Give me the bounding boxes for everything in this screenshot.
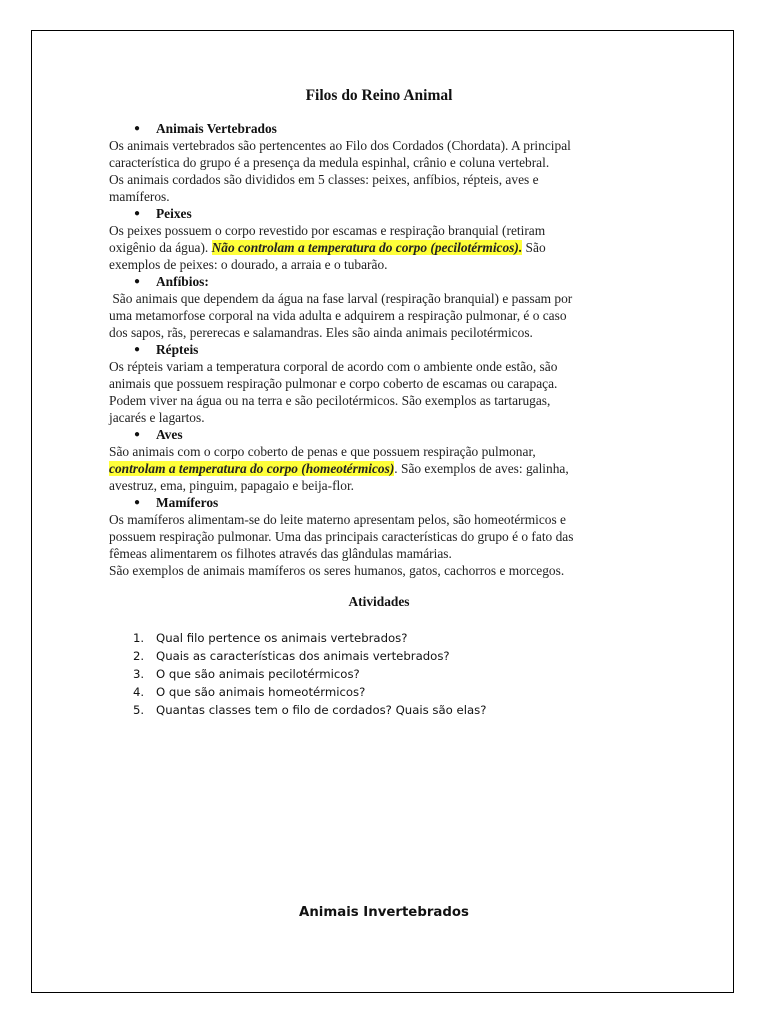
- document-body: [109, 86, 649, 719]
- document-title: Filos do Reino Animal: [305, 87, 453, 104]
- activities-title: Atividades: [348, 594, 410, 609]
- text-run: . São exemplos de aves: galinha,: [394, 461, 569, 476]
- text-line: São animais com o corpo coberto de penas e que possuem respiração pulmonar,: [109, 444, 536, 459]
- text-line: Podem viver na água ou na terra e são pecilotérmicos. São exemplos as tartarugas,: [109, 393, 551, 408]
- list-item-number: 1.: [133, 631, 145, 645]
- bullet-icon: ●: [134, 276, 141, 287]
- list-item: [109, 701, 649, 719]
- text-line: Os mamíferos alimentam-se do leite materno apresentam pelos, são homeotérmicos e: [109, 512, 566, 527]
- activities-list: [109, 629, 649, 719]
- section-heading-vertebrados: [109, 120, 649, 137]
- list-item: [109, 683, 649, 701]
- text-line: característica do grupo é a presença da medula espinhal, crânio e coluna vertebral.: [109, 155, 550, 170]
- list-item-text: Qual filo pertence os animais vertebrados?: [156, 631, 408, 645]
- text-line: possuem respiração pulmonar. Uma das principais características do grupo é o fato das: [109, 529, 574, 544]
- text-line: Os animais cordados são divididos em 5 classes: peixes, anfíbios, répteis, aves e: [109, 172, 539, 187]
- section-heading-peixes: [109, 205, 649, 222]
- text-line: Os animais vertebrados são pertencentes ao Filo dos Cordados (Chordata). A principal: [109, 138, 571, 153]
- text-line: animais que possuem respiração pulmonar e corpo coberto de escamas ou carapaça.: [109, 376, 558, 391]
- text-line: São exemplos de animais mamíferos os seres humanos, gatos, cachorros e morcegos.: [109, 563, 565, 578]
- section-heading-repteis: [109, 341, 649, 358]
- list-item-number: 4.: [133, 685, 145, 699]
- text-run: oxigênio da água).: [109, 240, 212, 255]
- list-item-text: O que são animais pecilotérmicos?: [156, 667, 360, 681]
- highlighted-text: controlam a temperatura do corpo (homeotérmicos): [109, 461, 395, 476]
- section-heading-text: Animais Vertebrados: [156, 121, 277, 136]
- paragraph-mamiferos: [109, 511, 649, 579]
- text-line: exemplos de peixes: o dourado, a arraia e o tubarão.: [109, 257, 388, 272]
- section-heading-mamiferos: [109, 494, 649, 511]
- bullet-icon: ●: [134, 208, 141, 219]
- paragraph-peixes: [109, 222, 649, 273]
- list-item-text: Quais as características dos animais vertebrados?: [156, 649, 450, 663]
- bullet-icon: ●: [134, 123, 141, 134]
- bullet-icon: ●: [134, 429, 141, 440]
- paragraph-repteis: [109, 358, 649, 426]
- list-item-number: 5.: [133, 703, 145, 717]
- section-heading-text: Aves: [156, 427, 183, 442]
- section-heading-text: Peixes: [156, 206, 192, 221]
- section-heading-aves: [109, 426, 649, 443]
- bullet-icon: ●: [134, 344, 141, 355]
- list-item-number: 2.: [133, 649, 145, 663]
- list-item: [109, 647, 649, 665]
- list-item: [109, 629, 649, 647]
- text-line: Os répteis variam a temperatura corporal de acordo com o ambiente onde estão, são: [109, 359, 558, 374]
- paragraph-vertebrados: [109, 137, 649, 205]
- list-item-number: 3.: [133, 667, 145, 681]
- text-line: São animais que dependem da água na fase larval (respiração branquial) e passam por: [109, 291, 573, 306]
- section-heading-anfibios: [109, 273, 649, 290]
- paragraph-aves: [109, 443, 649, 494]
- text-line: [109, 460, 649, 477]
- bullet-icon: ●: [134, 497, 141, 508]
- section-heading-text: Mamíferos: [156, 495, 219, 510]
- text-line: [109, 239, 649, 256]
- text-run: São: [522, 240, 546, 255]
- list-item-text: Quantas classes tem o filo de cordados? Quais são elas?: [156, 703, 487, 717]
- text-line: avestruz, ema, pinguim, papagaio e beija-flor.: [109, 478, 355, 493]
- highlighted-text: Não controlam a temperatura do corpo (pecilotérmicos).: [211, 240, 523, 255]
- footer-heading: Animais Invertebrados: [299, 905, 469, 920]
- text-line: uma metamorfose corporal na vida adulta e adquirem a respiração pulmonar, é o caso: [109, 308, 567, 323]
- text-line: jacarés e lagartos.: [109, 410, 205, 425]
- text-line: Os peixes possuem o corpo revestido por escamas e respiração branquial (retiram: [109, 223, 546, 238]
- paragraph-anfibios: [109, 290, 649, 341]
- list-item: [109, 665, 649, 683]
- section-heading-text: Répteis: [156, 342, 199, 357]
- text-line: fêmeas alimentarem os filhotes através das glândulas mamárias.: [109, 546, 452, 561]
- text-line: dos sapos, rãs, pererecas e salamandras. Eles são ainda animais pecilotérmicos.: [109, 325, 533, 340]
- section-heading-text: Anfíbios:: [156, 274, 209, 289]
- text-line: mamíferos.: [109, 189, 170, 204]
- list-item-text: O que são animais homeotérmicos?: [156, 685, 366, 699]
